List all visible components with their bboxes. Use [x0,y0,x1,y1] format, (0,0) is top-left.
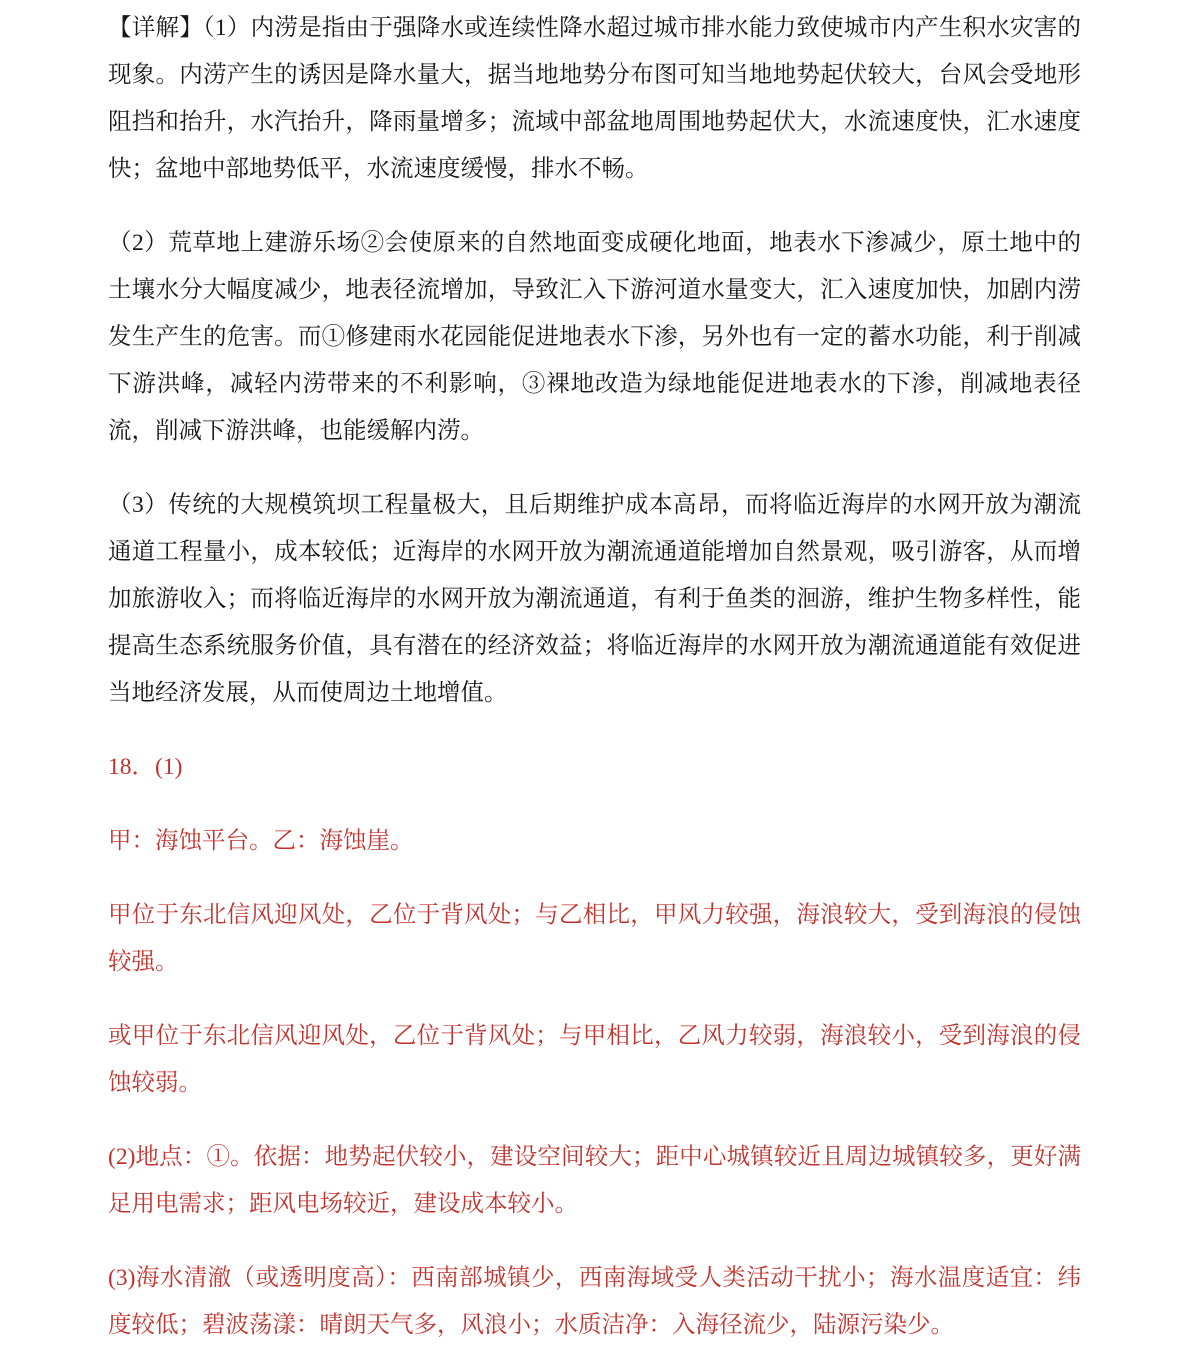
document-page [108,5,1081,1349]
answer-18-wind-comparison-1: 甲位于东北信风迎风处，乙位于背风处；与乙相比，甲风力较强，海浪较大，受到海浪的侵蚀较强。 [108,902,1081,975]
answer-18-wind-comparison-2: 或甲位于东北信风迎风处，乙位于背风处；与甲相比，乙风力较弱，海浪较小，受到海浪的侵蚀较弱。 [108,1023,1081,1096]
answer-18-heading: 18．(1) [108,754,183,780]
explanation-paragraph-3: （3）传统的大规模筑坝工程量极大，且后期维护成本高昂，而将临近海岸的水网开放为潮流通道工程量小，成本较低；近海岸的水网开放为潮流通道能增加自然景观，吸引游客，从而增加旅游收入；而将临近海岸的水网开放为潮流通道，有利于鱼类的洄游，维护生物多样性，能提高生态系统服务价值，具有潜在的经济效益；将临近海岸的水网开放为潮流通道能有效促进当地经济发展，从而使周边土地增值。 [108,492,1081,706]
explanation-paragraph-2: （2）荒草地上建游乐场②会使原来的自然地面变成硬化地面，地表水下渗减少，原土地中的土壤水分大幅度减少，地表径流增加，导致汇入下游河道水量变大，汇入速度加快，加剧内涝发生产生的危害。而①修建雨水花园能促进地表水下渗，另外也有一定的蓄水功能，利于削减下游洪峰，减轻内涝带来的不利影响，③裸地改造为绿地能促进地表水的下渗，削减地表径流，削减下游洪峰，也能缓解内涝。 [108,230,1081,444]
explanation-paragraph-1: 【详解】（1）内涝是指由于强降水或连续性降水超过城市排水能力致使城市内产生积水灾害的现象。内涝产生的诱因是降水量大，据当地地势分布图可知当地地势起伏较大，台风会受地形阻挡和抬升，水汽抬升，降雨量增多；流域中部盆地周围地势起伏大，水流速度快，汇水速度快；盆地中部地势低平，水流速度缓慢，排水不畅。 [108,15,1081,182]
answer-18-part2-site-selection: (2)地点：①。依据：地势起伏较小，建设空间较大；距中心城镇较近且周边城镇较多，更好满足用电需求；距风电场较近，建设成本较小。 [108,1144,1081,1217]
answer-18-part3-sea-water: (3)海水清澈（或透明度高）：西南部城镇少，西南海域受人类活动干扰小；海水温度适宜：纬度较低；碧波荡漾：晴朗天气多，风浪小；水质洁净：入海径流少，陆源污染少。 [108,1265,1081,1338]
answer-18-landforms: 甲：海蚀平台。乙：海蚀崖。 [108,828,414,854]
